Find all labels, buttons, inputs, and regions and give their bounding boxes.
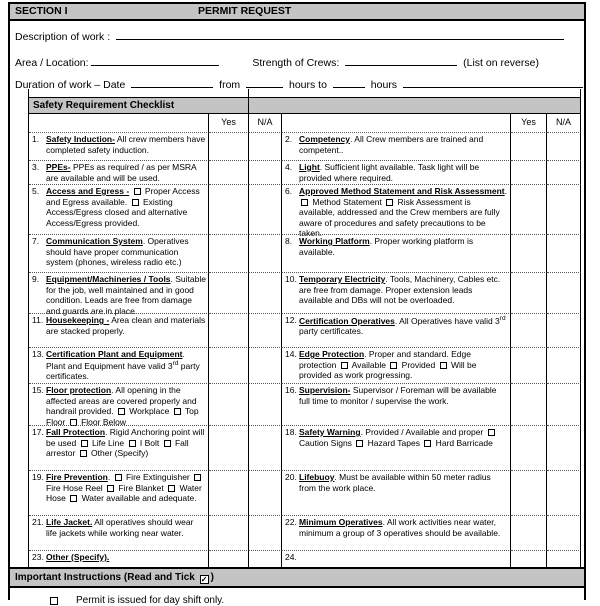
request-fields bbox=[10, 21, 584, 89]
checklist-item bbox=[29, 515, 209, 550]
item-text: Light. Sufficient light available. Task light will be provided where required. bbox=[299, 162, 480, 183]
item-number: 24. bbox=[285, 552, 297, 562]
item-number: 21. bbox=[32, 517, 44, 527]
checklist-item bbox=[29, 550, 209, 567]
description-input[interactable] bbox=[116, 28, 564, 40]
item-number: 18. bbox=[285, 427, 297, 437]
na-cell[interactable] bbox=[547, 132, 581, 160]
yes-cell[interactable] bbox=[209, 184, 249, 234]
checkbox-icon bbox=[194, 474, 201, 481]
na-cell[interactable] bbox=[547, 234, 581, 272]
yes-cell[interactable] bbox=[511, 383, 547, 425]
yes-cell[interactable] bbox=[209, 515, 249, 550]
checklist-item bbox=[282, 132, 511, 160]
item-number: 2. bbox=[285, 134, 293, 144]
checkbox-icon bbox=[118, 408, 125, 415]
checklist-item bbox=[29, 234, 209, 272]
item-text: Temporary Electricity. Tools, Machinery, Cables etc. are free from damage. Proper extension leads available and DBs will not be overloaded. bbox=[299, 274, 501, 306]
item-text: Safety Warning. Provided / Available and proper Caution Signs Hazard Tapes Hard Barricade bbox=[299, 427, 493, 448]
yes-cell[interactable] bbox=[209, 160, 249, 184]
item-number: 19. bbox=[32, 472, 44, 482]
na-column-header: N/A bbox=[547, 114, 581, 132]
checklist-item bbox=[282, 184, 511, 239]
item-number: 4. bbox=[285, 162, 293, 172]
yes-cell[interactable] bbox=[511, 132, 547, 160]
item-text: Safety Induction- All crew members have completed safety induction. bbox=[46, 134, 206, 155]
checkbox-icon bbox=[356, 440, 363, 447]
na-cell[interactable] bbox=[249, 425, 282, 470]
yes-cell[interactable] bbox=[511, 425, 547, 470]
item-text: Fall Protection. Rigid Anchoring point will be used Life Line I Bolt Fall arrestor Other (Specify) bbox=[46, 427, 205, 459]
yes-cell[interactable] bbox=[209, 383, 249, 425]
checklist-item bbox=[29, 313, 209, 347]
area-strength-row bbox=[15, 54, 582, 67]
yes-cell[interactable] bbox=[209, 425, 249, 470]
date-input[interactable] bbox=[131, 76, 213, 88]
yes-cell[interactable] bbox=[209, 132, 249, 160]
checklist-item bbox=[282, 313, 511, 347]
na-cell[interactable] bbox=[547, 160, 581, 184]
checkbox-icon bbox=[386, 199, 393, 206]
item-number: 3. bbox=[32, 162, 40, 172]
na-cell[interactable] bbox=[249, 347, 282, 383]
item-text: Equipment/Machineries / Tools. Suitable for the job, well maintained and in good condition. Leads are free from damage and guards are in place. bbox=[46, 274, 206, 316]
yes-cell[interactable] bbox=[209, 272, 249, 313]
checklist-item bbox=[29, 347, 209, 383]
na-cell[interactable] bbox=[547, 425, 581, 470]
item-number: 1. bbox=[32, 134, 40, 144]
yes-cell[interactable] bbox=[511, 160, 547, 184]
yes-cell[interactable] bbox=[209, 347, 249, 383]
na-cell[interactable] bbox=[547, 515, 581, 550]
yes-cell[interactable] bbox=[209, 470, 249, 515]
from-hours-input[interactable] bbox=[246, 76, 283, 88]
checkbox-icon bbox=[390, 362, 397, 369]
yes-column-header: Yes bbox=[511, 114, 547, 132]
checklist-item bbox=[282, 383, 511, 425]
checkbox-icon bbox=[488, 429, 495, 436]
table-spacer bbox=[249, 89, 581, 97]
list-on-reverse-note: (List on reverse) bbox=[463, 57, 539, 69]
strength-of-crews-label: Strength of Crews: bbox=[252, 57, 340, 69]
item-text: Edge Protection. Proper and standard. Edge protection Available Provided Will be provided as work progressing. bbox=[299, 349, 477, 381]
checklist-section-header-right bbox=[249, 97, 581, 114]
item-text: Communication System. Operatives should have proper communication system (phones, wireless radio etc.) bbox=[46, 236, 189, 268]
item-number: 15. bbox=[32, 385, 44, 395]
checklist-item bbox=[29, 160, 209, 184]
checklist-item bbox=[29, 470, 209, 515]
area-input[interactable] bbox=[91, 54, 219, 66]
na-cell[interactable] bbox=[249, 132, 282, 160]
checkbox-icon bbox=[168, 485, 175, 492]
strength-input[interactable] bbox=[345, 54, 457, 66]
item-text: Access and Egress - Proper Access and Egress available. Existing Access/Egress closed and alternative Access/Egress provided. bbox=[46, 186, 200, 228]
yes-cell[interactable] bbox=[209, 234, 249, 272]
checkbox-icon bbox=[440, 362, 447, 369]
item-number: 7. bbox=[32, 236, 40, 246]
yes-cell[interactable] bbox=[209, 313, 249, 347]
na-cell[interactable] bbox=[249, 272, 282, 313]
checklist-item bbox=[29, 425, 209, 470]
checkbox-icon bbox=[174, 408, 181, 415]
from-label: from bbox=[219, 79, 241, 91]
checkbox-icon bbox=[70, 495, 77, 502]
checkbox-icon bbox=[129, 440, 136, 447]
yes-cell[interactable] bbox=[511, 234, 547, 272]
checklist-item bbox=[282, 272, 511, 313]
duration-row bbox=[15, 76, 582, 89]
item-text: Other (Specify). bbox=[46, 552, 110, 562]
instructions-header bbox=[10, 567, 584, 588]
item-text: Lifebuoy. Must be available within 50 meter radius from the work place. bbox=[299, 472, 491, 493]
checklist-item bbox=[29, 383, 209, 425]
item-number: 23. bbox=[32, 552, 44, 562]
na-cell[interactable] bbox=[547, 347, 581, 383]
hours-to-label: hours to bbox=[289, 79, 327, 91]
table-spacer bbox=[29, 89, 249, 97]
checklist-item bbox=[282, 550, 511, 567]
na-cell[interactable] bbox=[249, 550, 282, 567]
checklist-item bbox=[29, 184, 209, 234]
duration-extra-input[interactable] bbox=[403, 76, 583, 88]
checklist-item bbox=[282, 234, 511, 272]
na-cell[interactable] bbox=[547, 550, 581, 567]
na-cell[interactable] bbox=[249, 313, 282, 347]
na-cell[interactable] bbox=[547, 383, 581, 425]
checkbox-icon bbox=[424, 440, 431, 447]
to-hours-input[interactable] bbox=[333, 76, 365, 88]
section-label: SECTION I bbox=[15, 5, 68, 17]
item-number: 12. bbox=[285, 315, 297, 325]
item-number: 8. bbox=[285, 236, 293, 246]
item-number: 10. bbox=[285, 274, 297, 284]
item-column-header bbox=[29, 114, 209, 132]
yes-cell[interactable] bbox=[511, 184, 547, 234]
yes-column-header: Yes bbox=[209, 114, 249, 132]
item-number: 14. bbox=[285, 349, 297, 359]
page-title: PERMIT REQUEST bbox=[198, 5, 292, 17]
checklist-item bbox=[282, 470, 511, 515]
item-text bbox=[299, 552, 510, 567]
na-cell[interactable] bbox=[547, 313, 581, 347]
checkbox-icon bbox=[134, 188, 141, 195]
item-number: 13. bbox=[32, 349, 44, 359]
checklist-item bbox=[282, 425, 511, 470]
duration-label: Duration of work – Date bbox=[15, 79, 126, 91]
yes-cell[interactable] bbox=[511, 313, 547, 347]
item-text: Life Jacket. All operatives should wear life jackets while working near water. bbox=[46, 517, 194, 538]
checklist-item bbox=[282, 515, 511, 550]
item-text: Certification Plant and Equipment. Plant and Equipment have valid 3rd party certificates. bbox=[46, 349, 200, 381]
na-cell[interactable] bbox=[249, 470, 282, 515]
checklist-item bbox=[29, 272, 209, 316]
form-border bbox=[8, 2, 586, 606]
item-text: Housekeeping - Area clean and materials are stacked properly. bbox=[46, 315, 206, 336]
item-number: 17. bbox=[32, 427, 44, 437]
hours-label: hours bbox=[370, 79, 398, 91]
checked-checkbox-icon: ✓ bbox=[200, 575, 208, 584]
na-cell[interactable] bbox=[547, 272, 581, 313]
instructions-title: Important Instructions (Read and Tick ✓ ) bbox=[15, 572, 214, 584]
item-text: Supervision- Supervisor / Foreman will be available full time to monitor / supervise the work. bbox=[299, 385, 497, 406]
item-text: Working Platform. Proper working platform is available. bbox=[299, 236, 474, 257]
na-cell[interactable] bbox=[249, 184, 282, 234]
item-number: 6. bbox=[285, 186, 293, 196]
checklist-item bbox=[29, 132, 209, 160]
form-title-bar bbox=[10, 4, 584, 21]
na-cell[interactable] bbox=[547, 470, 581, 515]
item-text: Certification Operatives. All Operatives have valid 3rd party certificates. bbox=[299, 315, 506, 337]
checklist-section-header: Safety Requirement Checklist bbox=[29, 97, 249, 114]
checkbox-icon bbox=[341, 362, 348, 369]
checkbox-icon bbox=[164, 440, 171, 447]
description-label: Description of work : bbox=[15, 31, 111, 43]
instruction-text: Permit is issued for day shift only. bbox=[76, 595, 225, 606]
item-text: Minimum Operatives. All work activities near water, minimum a group of 3 operatives should be available. bbox=[299, 517, 501, 538]
item-text: Competency. All Crew members are trained and competent.. bbox=[299, 134, 484, 155]
item-number: 22. bbox=[285, 517, 297, 527]
yes-cell[interactable] bbox=[511, 550, 547, 567]
yes-cell[interactable] bbox=[209, 550, 249, 567]
na-column-header: N/A bbox=[249, 114, 282, 132]
checklist-item bbox=[282, 347, 511, 383]
checklist-item bbox=[282, 160, 511, 184]
item-number: 9. bbox=[32, 274, 40, 284]
item-number: 16. bbox=[285, 385, 297, 395]
checkbox-icon bbox=[80, 450, 87, 457]
item-text: PPEs- PPEs as required / as per MSRA are available and will be used. bbox=[46, 162, 197, 183]
description-row bbox=[15, 28, 582, 41]
checklist-table bbox=[28, 89, 581, 567]
checkbox-icon bbox=[81, 440, 88, 447]
yes-cell[interactable] bbox=[511, 272, 547, 313]
yes-cell[interactable] bbox=[511, 347, 547, 383]
yes-cell[interactable] bbox=[511, 470, 547, 515]
yes-cell[interactable] bbox=[511, 515, 547, 550]
checkbox-icon bbox=[107, 485, 114, 492]
item-column-header bbox=[282, 114, 511, 132]
item-text: Fire Prevention. Fire Extinguisher Fire Hose Reel Fire Blanket Water Hose Water available and adequate. bbox=[46, 472, 202, 504]
item-number: 5. bbox=[32, 186, 40, 196]
checkbox-icon bbox=[301, 199, 308, 206]
item-text: Floor protection. All opening in the affected areas are covered properly and handrail provided. Workplace Top Floor Floor Below bbox=[46, 385, 199, 427]
instruction-checkbox-icon[interactable] bbox=[50, 597, 58, 605]
checkbox-icon bbox=[115, 474, 122, 481]
item-text: Approved Method Statement and Risk Assessment. Method Statement Risk Assessment is available, addressed and the Crew members are fully aware of procedures and safety precautions to be taken. bbox=[299, 186, 507, 239]
item-number: 20. bbox=[285, 472, 297, 482]
na-cell[interactable] bbox=[249, 160, 282, 184]
na-cell[interactable] bbox=[249, 383, 282, 425]
na-cell[interactable] bbox=[249, 234, 282, 272]
na-cell[interactable] bbox=[547, 184, 581, 234]
na-cell[interactable] bbox=[249, 515, 282, 550]
instruction-item bbox=[48, 595, 584, 606]
area-label: Area / Location: bbox=[15, 57, 89, 69]
checkbox-icon bbox=[132, 199, 139, 206]
item-number: 11. bbox=[32, 315, 44, 325]
